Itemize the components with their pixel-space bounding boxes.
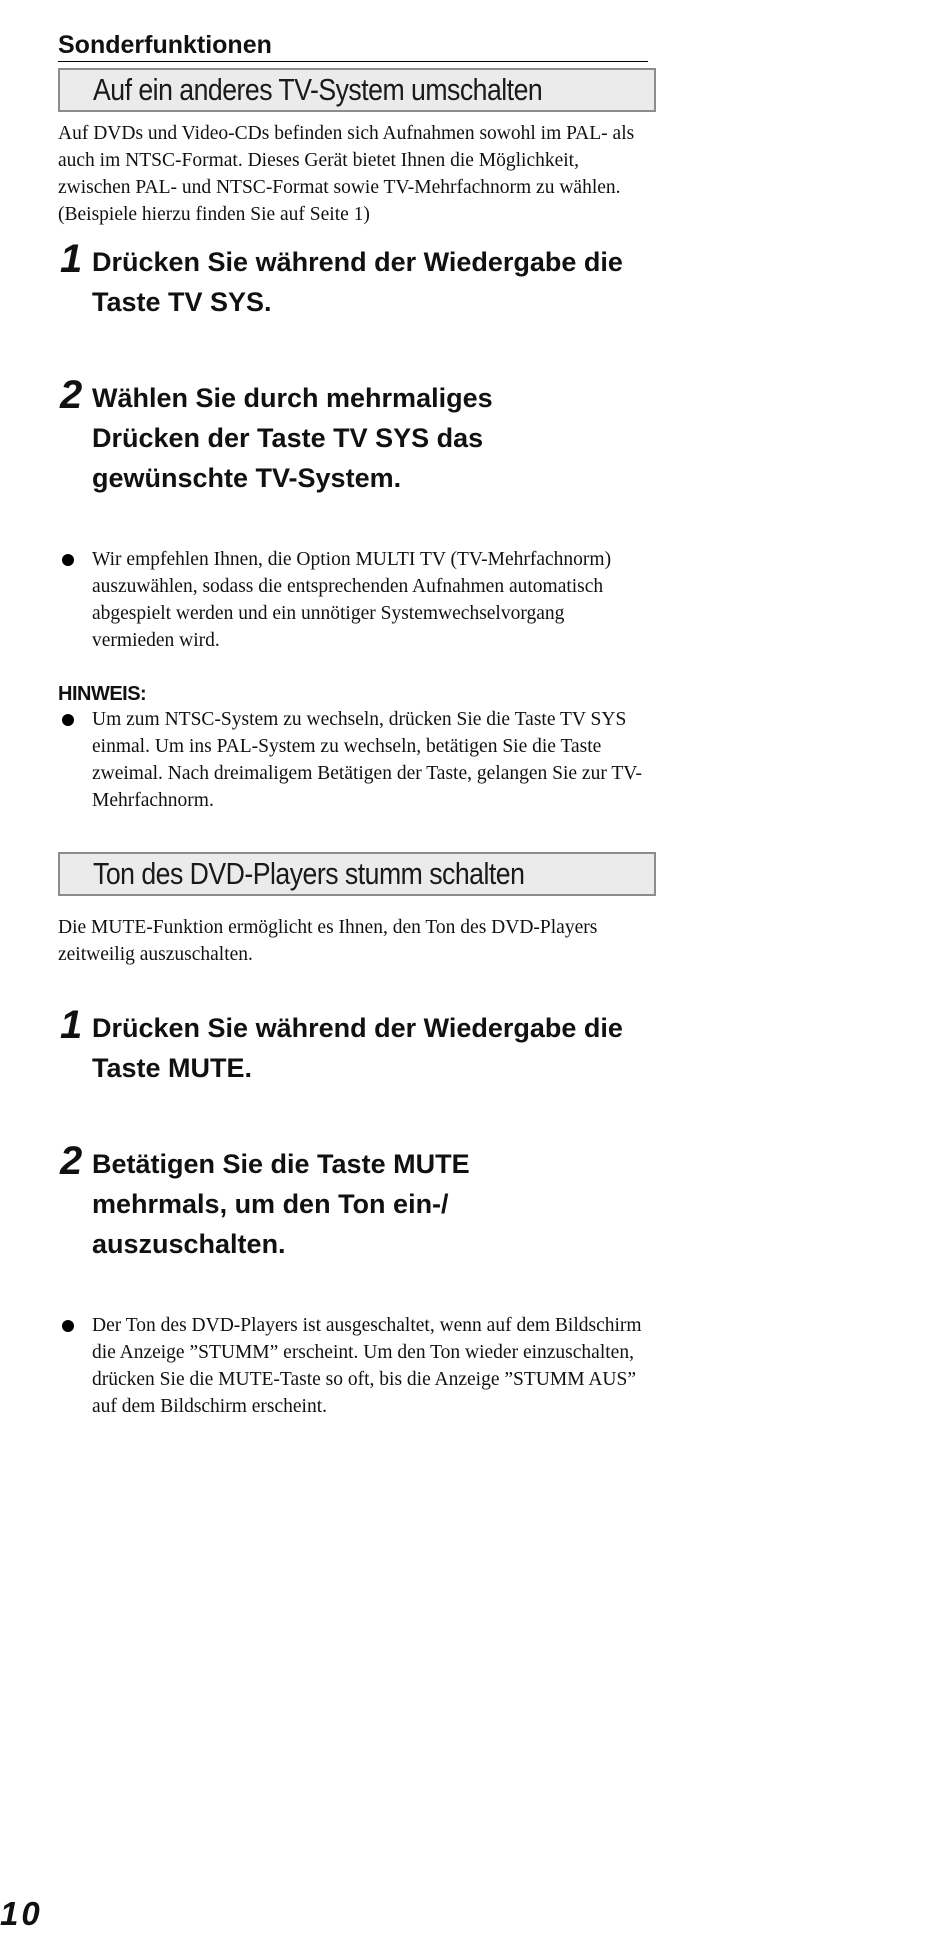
mute-heading [58, 852, 656, 896]
mute-step-2 [58, 1139, 552, 1264]
mute-step-1 [58, 1003, 652, 1088]
mute-tip [58, 1312, 647, 1420]
tv-system-note [58, 706, 647, 814]
tv-system-heading [58, 68, 656, 112]
tv-system-intro: Auf DVDs und Video-CDs befinden sich Aufnahmen sowohl im PAL- als auch im NTSC-Format. Dieses Gerät bietet Ihnen die Möglichkeit, zwischen PAL- und NTSC-Format sowie TV-Mehrfachnorm zu wählen. (Beispiele hierzu finden Sie auf Seite 1) [58, 123, 635, 225]
bullet-icon [62, 714, 74, 726]
step-text: Betätigen Sie die Taste MUTE mehrmals, um den Ton ein-/ auszuschalten. [92, 1149, 470, 1259]
bullet-icon [62, 1320, 74, 1332]
note-text: Um zum NTSC-System zu wechseln, drücken Sie die Taste TV SYS einmal. Um ins PAL-System zu wechseln, betätigen Sie die Taste zweimal. Nach dreimaligem Betätigen der Taste, gelangen Sie zur TV-Mehrfachnorm. [92, 709, 643, 811]
tv-system-tip [58, 546, 647, 654]
mute-heading-text: Ton des DVD-Players stumm schalten [93, 856, 525, 891]
tip-text: Wir empfehlen Ihnen, die Option MULTI TV (TV-Mehrfachnorm) auszuwählen, sodass die entsprechenden Aufnahmen automatisch abgespielt werden und ein unnötiger Systemwechselvorgang vermieden wird. [92, 549, 612, 651]
page-number: 10 [0, 1895, 43, 1932]
tv-system-heading-text: Auf ein anderes TV-System umschalten [93, 72, 543, 107]
tv-system-step-1 [58, 237, 652, 322]
section-title: Sonderfunktionen [58, 30, 648, 62]
step-number: 1 [60, 237, 83, 281]
tv-system-step-2 [58, 373, 562, 498]
bullet-icon [62, 554, 74, 566]
tip-text: Der Ton des DVD-Players ist ausgeschaltet, wenn auf dem Bildschirm die Anzeige ”STUMM” erscheint. Um den Ton wieder einzuschalten, drücken Sie die MUTE-Taste so oft, bis die Anzeige ”STUMM AUS” auf dem Bildschirm erscheint. [92, 1315, 642, 1417]
step-number: 2 [60, 1139, 83, 1183]
step-text: Drücken Sie während der Wiedergabe die Taste TV SYS. [92, 247, 623, 317]
step-text: Wählen Sie durch mehrmaliges Drücken der Taste TV SYS das gewünschte TV-System. [92, 383, 493, 493]
note-label: HINWEIS: [58, 683, 147, 705]
manual-page [58, 30, 658, 1420]
step-text: Drücken Sie während der Wiedergabe die Taste MUTE. [92, 1013, 623, 1083]
step-number: 2 [60, 373, 83, 417]
mute-intro: Die MUTE-Funktion ermöglicht es Ihnen, den Ton des DVD-Players zeitweilig auszuschalten. [58, 917, 598, 965]
step-number: 1 [60, 1003, 83, 1047]
